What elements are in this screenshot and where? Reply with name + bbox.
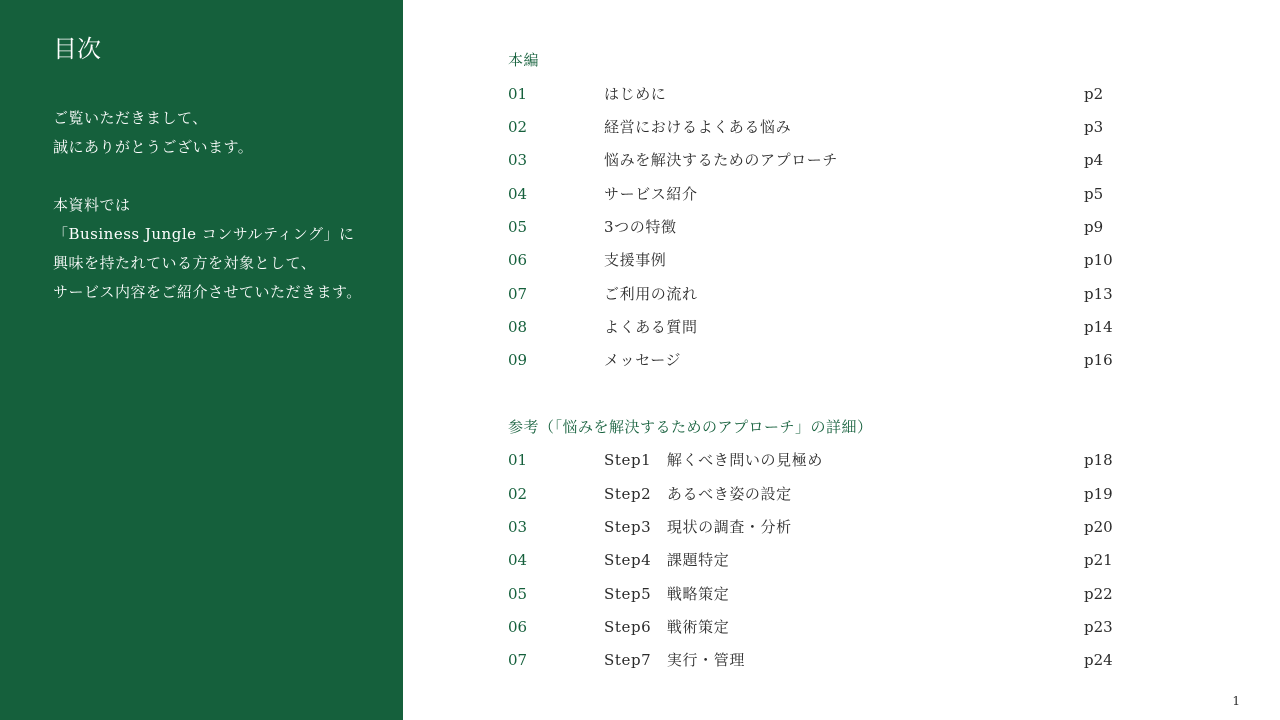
- toc-page: p21: [1084, 551, 1113, 569]
- intro-line: 「Business Jungle コンサルティング」に: [53, 225, 355, 243]
- toc-number: 04: [508, 551, 528, 569]
- toc-label: Step1 解くべき問いの見極め: [604, 451, 823, 469]
- toc-page: p22: [1084, 585, 1113, 603]
- sidebar-title: 目次: [53, 35, 101, 63]
- toc-row[interactable]: [508, 249, 1148, 271]
- toc-row[interactable]: [508, 183, 1148, 205]
- toc-row[interactable]: [508, 483, 1148, 505]
- toc-label: よくある質問: [604, 318, 698, 336]
- toc-row[interactable]: [508, 583, 1148, 605]
- main-section-heading: 本編: [508, 51, 540, 69]
- toc-row[interactable]: [508, 116, 1148, 138]
- toc-row[interactable]: [508, 149, 1148, 171]
- toc-row[interactable]: [508, 516, 1148, 538]
- toc-label: はじめに: [604, 85, 667, 103]
- toc-label: 3つの特徴: [604, 218, 677, 236]
- intro-line: 誠にありがとうございます。: [53, 138, 254, 156]
- paragraph-gap: [53, 162, 393, 191]
- toc-number: 05: [508, 218, 528, 236]
- toc-number: 06: [508, 251, 528, 269]
- toc-number: 02: [508, 485, 528, 503]
- sidebar-panel: [0, 0, 403, 720]
- toc-page: p2: [1084, 85, 1104, 103]
- intro-line: ご覧いただきまして、: [53, 109, 208, 127]
- slide-page-number: 1: [1232, 694, 1240, 708]
- toc-row[interactable]: [508, 349, 1148, 371]
- toc-number: 03: [508, 151, 528, 169]
- toc-page: p19: [1084, 485, 1113, 503]
- toc-number: 01: [508, 85, 528, 103]
- toc-row[interactable]: [508, 316, 1148, 338]
- reference-section-heading: 参考（「悩みを解決するためのアプローチ」の詳細）: [508, 418, 873, 436]
- toc-row[interactable]: [508, 283, 1148, 305]
- intro-line: 興味を持たれている方を対象として、: [53, 254, 317, 272]
- toc-row[interactable]: [508, 83, 1148, 105]
- toc-number: 03: [508, 518, 528, 536]
- toc-number: 06: [508, 618, 528, 636]
- toc-page: p4: [1084, 151, 1104, 169]
- toc-label: Step3 現状の調査・分析: [604, 518, 792, 536]
- toc-label: Step2 あるべき姿の設定: [604, 485, 792, 503]
- toc-label: Step7 実行・管理: [604, 651, 745, 669]
- toc-page: p23: [1084, 618, 1113, 636]
- toc-label: 支援事例: [604, 251, 667, 269]
- toc-row[interactable]: [508, 216, 1148, 238]
- toc-number: 02: [508, 118, 528, 136]
- toc-number: 01: [508, 451, 528, 469]
- toc-page: p14: [1084, 318, 1113, 336]
- toc-label: 悩みを解決するためのアプローチ: [604, 151, 839, 169]
- toc-row[interactable]: [508, 449, 1148, 471]
- toc-number: 07: [508, 285, 528, 303]
- toc-page: p10: [1084, 251, 1113, 269]
- toc-number: 04: [508, 185, 528, 203]
- intro-line: 本資料では: [53, 196, 131, 214]
- toc-page: p20: [1084, 518, 1113, 536]
- toc-number: 07: [508, 651, 528, 669]
- toc-page: p9: [1084, 218, 1104, 236]
- toc-number: 08: [508, 318, 528, 336]
- toc-label: メッセージ: [604, 351, 682, 369]
- toc-label: Step5 戦略策定: [604, 585, 730, 603]
- toc-number: 09: [508, 351, 528, 369]
- toc-label: 経営におけるよくある悩み: [604, 118, 792, 136]
- toc-label: ご利用の流れ: [604, 285, 698, 303]
- toc-page: p13: [1084, 285, 1113, 303]
- toc-page: p3: [1084, 118, 1104, 136]
- toc-page: p5: [1084, 185, 1104, 203]
- toc-row[interactable]: [508, 549, 1148, 571]
- toc-page: p24: [1084, 651, 1113, 669]
- toc-row[interactable]: [508, 649, 1148, 671]
- toc-row[interactable]: [508, 616, 1148, 638]
- toc-page: p16: [1084, 351, 1113, 369]
- toc-page: p18: [1084, 451, 1113, 469]
- sidebar-intro-text: [53, 104, 393, 307]
- intro-line: サービス内容をご紹介させていただきます。: [53, 283, 362, 301]
- toc-label: Step6 戦術策定: [604, 618, 730, 636]
- toc-label: Step4 課題特定: [604, 551, 730, 569]
- toc-label: サービス紹介: [604, 185, 698, 203]
- toc-number: 05: [508, 585, 528, 603]
